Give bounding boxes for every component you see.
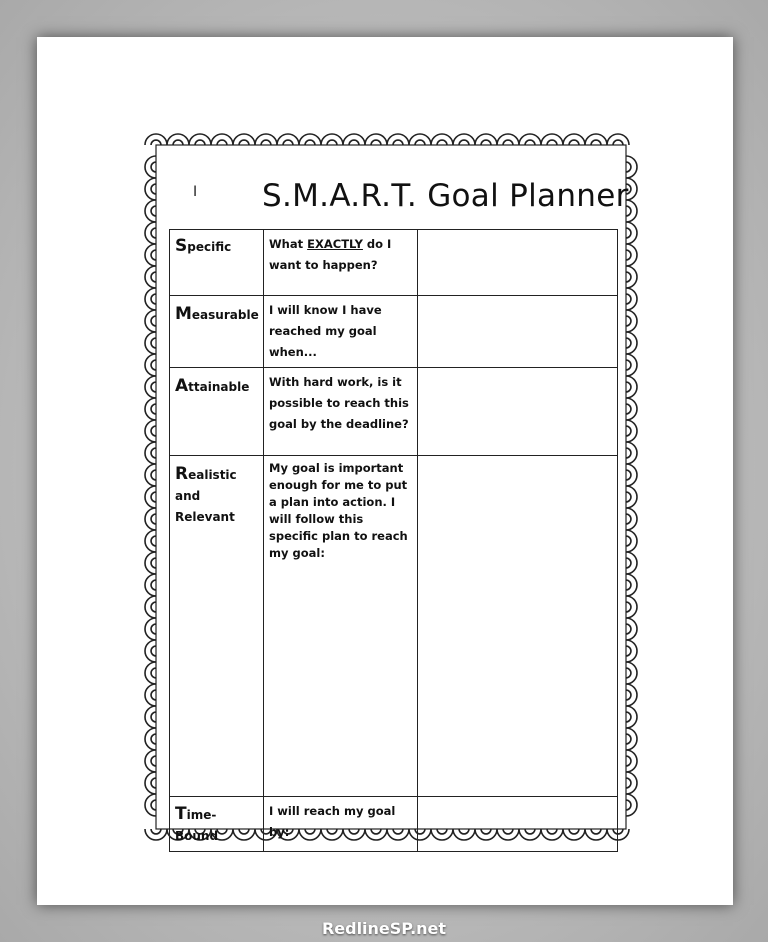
question-text: I will know I have reached my goal when... xyxy=(269,303,382,359)
question-cell xyxy=(264,368,418,456)
question-text-end: do I want to happen? xyxy=(269,237,392,272)
question-cell xyxy=(264,456,418,797)
label-cell xyxy=(170,797,264,852)
question-cell xyxy=(264,797,418,852)
table-row-measurable xyxy=(170,296,618,368)
table-row-specific xyxy=(170,230,618,296)
label-cell xyxy=(170,368,264,456)
smart-goal-table xyxy=(169,229,618,852)
question-text: With hard work, is it possible to reach this goal by the deadline? xyxy=(269,375,409,431)
question-text: My goal is important enough for me to put a plan into action. I will follow this specific plan to reach my goal: xyxy=(269,461,408,560)
table-row-realistic xyxy=(170,456,618,797)
label-cell xyxy=(170,230,264,296)
row-letter: T xyxy=(175,804,187,824)
stray-mark: I xyxy=(193,184,198,200)
page-title: S.M.A.R.T. Goal Planner xyxy=(262,178,629,214)
row-letter: A xyxy=(175,376,189,396)
row-label: ttainable xyxy=(188,380,250,394)
row-label: easurable xyxy=(191,308,259,322)
label-cell xyxy=(170,456,264,797)
row-label-line2: Relevant xyxy=(175,510,235,524)
question-cell xyxy=(264,230,418,296)
question-text: What xyxy=(269,237,308,251)
row-label: ime-Bound xyxy=(175,808,219,843)
answer-field-measurable[interactable] xyxy=(418,296,618,368)
row-letter: S xyxy=(175,236,188,256)
answer-field-attainable[interactable] xyxy=(418,368,618,456)
question-emphasis: EXACTLY xyxy=(307,237,363,251)
label-cell xyxy=(170,296,264,368)
row-label: pecific xyxy=(187,240,232,254)
answer-field-time-bound[interactable] xyxy=(418,797,618,852)
site-watermark: RedlineSP.net xyxy=(321,919,447,938)
row-label: ealistic and xyxy=(175,468,237,503)
row-letter: M xyxy=(175,304,192,324)
row-letter: R xyxy=(175,464,189,484)
question-text: I will reach my goal by: xyxy=(269,804,396,839)
answer-field-realistic[interactable] xyxy=(418,456,618,797)
table-row-time-bound xyxy=(170,797,618,852)
answer-field-specific[interactable] xyxy=(418,230,618,296)
question-cell xyxy=(264,296,418,368)
table-row-attainable xyxy=(170,368,618,456)
